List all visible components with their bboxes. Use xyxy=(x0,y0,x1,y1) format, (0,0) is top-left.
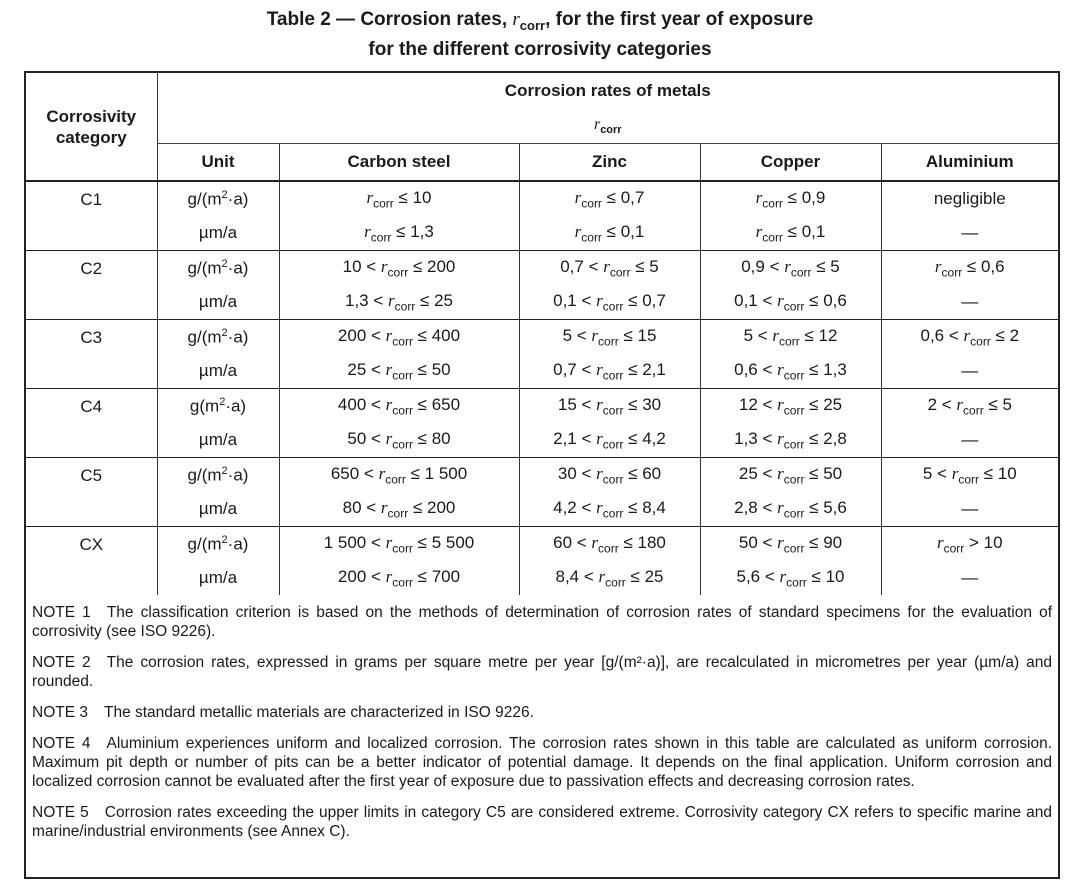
notes-section xyxy=(32,603,1052,853)
note-4: NOTE 4 Aluminium experiences uniform and localized corrosion. The corrosion rates shown in this table are calculated as uniform corrosion. Maximum pit depth or number of pits can be a better indicator of potential damage. It depends on the final application. Uniform corrosion and localized corrosion cannot be evaluated after the first year of exposure due to passivation effects and decreasing corrosion rates. xyxy=(32,735,1052,790)
table-body xyxy=(26,181,1058,595)
table-row xyxy=(26,561,1058,595)
cell-c1-thickness-aluminium: — xyxy=(881,216,1058,251)
table-row xyxy=(26,389,1058,424)
cell-cx-thickness-zinc: $8,4 < r_{corr} \le 25$ xyxy=(519,561,700,595)
cell-c1-mass-copper: $r_{corr} \le 0,9$ xyxy=(700,181,881,216)
table-row xyxy=(26,354,1058,389)
table-row xyxy=(26,320,1058,355)
note-1: NOTE 1 The classification criterion is based on the methods of determination of corrosion rates of standard specimens for the evaluation of corrosivity (see ISO 9226). xyxy=(32,604,1053,640)
cell-c5-mass-zinc: $30 < r_{corr} \le 60$ xyxy=(519,458,700,493)
cell-c3-thickness-copper: $0,6 < r_{corr} \le 1,3$ xyxy=(700,354,881,389)
cell-c4-thickness-zinc: $2,1 < r_{corr} \le 4,2$ xyxy=(519,423,700,458)
cell-c5-thickness-carbon-steel: $80 < r_{corr} \le 200$ xyxy=(279,492,519,527)
category-cx: CX xyxy=(26,527,157,596)
cell-c5-mass-unit: $g/(m^2\cdot a)$ xyxy=(157,458,279,493)
cell-c2-mass-carbon-steel: $10 < r_{corr} \le 200$ xyxy=(279,251,519,286)
table-row xyxy=(26,423,1058,458)
cell-cx-thickness-carbon-steel: $200 < r_{corr} \le 700$ xyxy=(279,561,519,595)
cell-cx-mass-aluminium: $r_{corr} > 10$ xyxy=(881,527,1058,562)
note-3: NOTE 3 The standard metallic materials are characterized in ISO 9226. xyxy=(32,704,534,721)
cell-c3-mass-zinc: $5 < r_{corr} \le 15$ xyxy=(519,320,700,355)
title-line-2: for the different corrosivity categories xyxy=(368,38,712,60)
header-zinc: Zinc xyxy=(519,144,700,182)
cell-c2-mass-zinc: $0,7 < r_{corr} \le 5$ xyxy=(519,251,700,286)
header-unit: Unit xyxy=(157,144,279,182)
cell-c3-mass-carbon-steel: $200 < r_{corr} \le 400$ xyxy=(279,320,519,355)
cell-c5-thickness-unit: µm/a xyxy=(157,492,279,527)
cell-c5-thickness-copper: $2,8 < r_{corr} \le 5,6$ xyxy=(700,492,881,527)
cell-c2-thickness-aluminium: — xyxy=(881,285,1058,320)
cell-c1-thickness-unit: µm/a xyxy=(157,216,279,251)
cell-c4-thickness-carbon-steel: $50 < r_{corr} \le 80$ xyxy=(279,423,519,458)
cell-cx-mass-unit: $g/(m^2\cdot a)$ xyxy=(157,527,279,562)
cell-cx-thickness-unit: µm/a xyxy=(157,561,279,595)
category-c3: C3 xyxy=(26,320,157,389)
table-row xyxy=(26,527,1058,562)
cell-c4-thickness-copper: $1,3 < r_{corr} \le 2,8$ xyxy=(700,423,881,458)
cell-c3-mass-aluminium: $0,6 < r_{corr} \le 2$ xyxy=(881,320,1058,355)
cell-c1-thickness-zinc: $r_{corr} \le 0,1$ xyxy=(519,216,700,251)
cell-c1-thickness-copper: $r_{corr} \le 0,1$ xyxy=(700,216,881,251)
cell-c1-mass-carbon-steel: $r_{corr} \le 10$ xyxy=(279,181,519,216)
cell-c1-mass-zinc: $r_{corr} \le 0,7$ xyxy=(519,181,700,216)
cell-cx-mass-zinc: $60 < r_{corr} \le 180$ xyxy=(519,527,700,562)
table-row xyxy=(26,251,1058,286)
header-corrosion-rates: Corrosion rates of metals xyxy=(157,73,1058,109)
header-copper: Copper xyxy=(700,144,881,182)
category-c5: C5 xyxy=(26,458,157,527)
cell-c2-thickness-unit: µm/a xyxy=(157,285,279,320)
cell-c4-mass-copper: $12 < r_{corr} \le 25$ xyxy=(700,389,881,424)
cell-c4-mass-unit: $g(m^2\cdot a)$ xyxy=(157,389,279,424)
cell-c5-thickness-aluminium: — xyxy=(881,492,1058,527)
cell-c2-thickness-zinc: $0,1 < r_{corr} \le 0,7$ xyxy=(519,285,700,320)
cell-c1-mass-aluminium: negligible xyxy=(881,181,1058,216)
title-line-1: Table 2 — Corrosion rates, $r_{corr}$, for the first year of exposure xyxy=(266,9,814,33)
table-row xyxy=(26,216,1058,251)
cell-c3-mass-unit: $g/(m^2\cdot a)$ xyxy=(157,320,279,355)
table-row xyxy=(26,181,1058,216)
cell-c5-mass-aluminium: $5 < r_{corr} \le 10$ xyxy=(881,458,1058,493)
cell-cx-thickness-aluminium: — xyxy=(881,561,1058,595)
table-row xyxy=(26,285,1058,320)
cell-cx-mass-copper: $50 < r_{corr} \le 90$ xyxy=(700,527,881,562)
cell-c4-mass-aluminium: $2 < r_{corr} \le 5$ xyxy=(881,389,1058,424)
note-2: NOTE 2 The corrosion rates, expressed in grams per square metre per year [g/(m²·a)], are recalculated in micrometres per year (µm/a) and rounded. xyxy=(32,654,1053,690)
header-carbon-steel: Carbon steel xyxy=(279,144,519,182)
cell-c2-thickness-carbon-steel: $1,3 < r_{corr} \le 25$ xyxy=(279,285,519,320)
cell-c4-thickness-unit: µm/a xyxy=(157,423,279,458)
cell-c2-thickness-copper: $0,1 < r_{corr} \le 0,6$ xyxy=(700,285,881,320)
cell-cx-thickness-copper: $5,6 < r_{corr} \le 10$ xyxy=(700,561,881,595)
corrosion-rates-table xyxy=(26,73,1058,595)
cell-c3-mass-copper: $5 < r_{corr} \le 12$ xyxy=(700,320,881,355)
category-c1: C1 xyxy=(26,181,157,251)
cell-c4-mass-carbon-steel: $400 < r_{corr} \le 650$ xyxy=(279,389,519,424)
cell-c3-thickness-carbon-steel: $25 < r_{corr} \le 50$ xyxy=(279,354,519,389)
cell-c2-mass-aluminium: $r_{corr} \le 0,6$ xyxy=(881,251,1058,286)
table-title xyxy=(0,8,1080,62)
cell-c4-thickness-aluminium: — xyxy=(881,423,1058,458)
header-aluminium: Aluminium xyxy=(881,144,1058,182)
cell-c4-mass-zinc: $15 < r_{corr} \le 30$ xyxy=(519,389,700,424)
cell-c5-mass-copper: $25 < r_{corr} \le 50$ xyxy=(700,458,881,493)
table-row xyxy=(26,492,1058,527)
category-c2: C2 xyxy=(26,251,157,320)
cell-c2-mass-copper: $0,9 < r_{corr} \le 5$ xyxy=(700,251,881,286)
cell-cx-mass-carbon-steel: 1 $500 < r_{corr} \le 5$ 500 xyxy=(279,527,519,562)
header-rcorr-symbol: $r_{corr}$ xyxy=(157,109,1058,144)
note-5: NOTE 5 Corrosion rates exceeding the upper limits in category C5 are considered extreme. Corrosivity category CX refers to specific marine and marine/industrial environments (see Annex C). xyxy=(32,804,1052,840)
cell-c1-thickness-carbon-steel: $r_{corr} \le 1,3$ xyxy=(279,216,519,251)
cell-c3-thickness-aluminium: — xyxy=(881,354,1058,389)
header-corrosivity-category: Corrosivity category xyxy=(26,73,157,181)
table-row xyxy=(26,458,1058,493)
cell-c5-mass-carbon-steel: $650 < r_{corr} \le 1$ 500 xyxy=(279,458,519,493)
cell-c2-mass-unit: $g/(m^2\cdot a)$ xyxy=(157,251,279,286)
category-c4: C4 xyxy=(26,389,157,458)
cell-c3-thickness-unit: µm/a xyxy=(157,354,279,389)
cell-c1-mass-unit: $g/(m^2\cdot a)$ xyxy=(157,181,279,216)
table-frame xyxy=(24,71,1060,879)
cell-c3-thickness-zinc: $0,7 < r_{corr} \le 2,1$ xyxy=(519,354,700,389)
cell-c5-thickness-zinc: $4,2 < r_{corr} \le 8,4$ xyxy=(519,492,700,527)
